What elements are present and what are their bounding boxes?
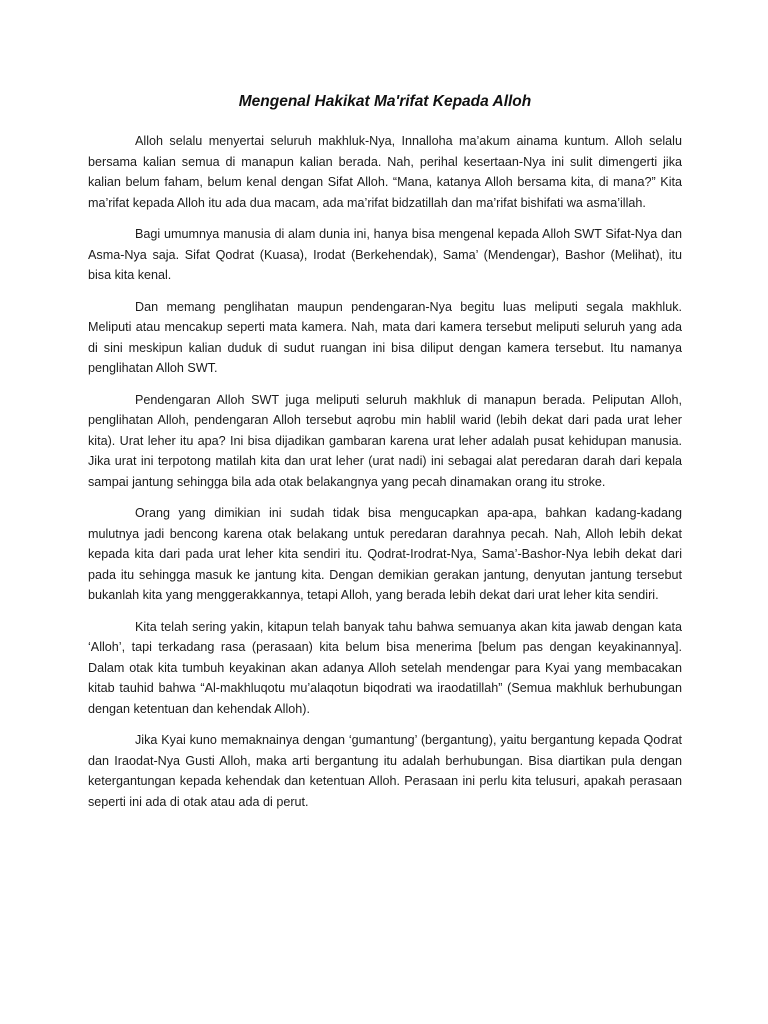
paragraph-4: Pendengaran Alloh SWT juga meliputi seluruh makhluk di manapun berada. Peliputan Alloh, penglihatan Alloh, pendengaran Alloh tersebut aqrobu min hablil warid (lebih dekat dari pada urat leher kita). Urat leher itu apa? Ini bisa dijadikan gambaran karena urat leher adalah pusat kehidupan manusia. Jika urat ini terpotong matilah kita dan urat leher (urat nadi) ini sebagai alat peredaran darah dari kepala sampai jantung sehingga bila ada otak belakangnya yang pecah dinamakan orang itu stroke.: [88, 392, 682, 489]
paragraph-7: Jika Kyai kuno memaknainya dengan ‘gumantung’ (bergantung), yaitu bergantung kepada Qodrat dan Iraodat-Nya Gusti Alloh, maka arti bergantung itu adalah berhubungan. Bisa diartikan pula dengan ketergantungan kepada kehendak dan ketentuan Alloh. Perasaan ini perlu kita telusuri, apakah perasaan seperti ini ada di otak atau ada di perut.: [88, 733, 682, 809]
paragraph-2: Bagi umumnya manusia di alam dunia ini, hanya bisa mengenal kepada Alloh SWT Sifat-Nya dan Asma-Nya saja. Sifat Qodrat (Kuasa), Irodat (Berkehendak), Sama’ (Mendengar), Bashor (Melihat), itu bisa kita kenal.: [88, 227, 682, 282]
document-title: Mengenal Hakikat Ma'rifat Kepada Alloh: [238, 93, 532, 110]
paragraph-5: Orang yang dimikian ini sudah tidak bisa mengucapkan apa-apa, bahkan kadang-kadang mulutnya jadi bencong karena otak belakang untuk peredaran darahnya pecah. Nah, Alloh lebih dekat kepada kita dari pada urat leher kita sendiri itu. Qodrat-Irodrat-Nya, Sama’-Bashor-Nya lebih dekat dari pada itu sehingga masuk ke jantung kita. Dengan demikian gerakan jantung, denyutan jantung tersebut bukanlah kita yang menggerakkannya, tetapi Alloh, yang berada lebih dekat dari urat leher kita sendiri.: [88, 506, 682, 602]
paragraph-3: Dan memang penglihatan maupun pendengaran-Nya begitu luas meliputi segala makhluk. Meliputi atau mencakup seperti mata kamera. Nah, mata dari kamera tersebut meliputi seluruh yang ada di sini meskipun kalian duduk di sudut ruangan ini bisa diliput dengan kamera tersebut. Itu namanya penglihatan Alloh SWT.: [88, 299, 682, 375]
paragraph-1: Alloh selalu menyertai seluruh makhluk-Nya, Innalloha ma’akum ainama kuntum. Alloh selalu bersama kalian semua di manapun kalian berada. Nah, perihal kesertaan-Nya ini sulit dimengerti jika kalian belum faham, belum kenal dengan Sifat Alloh. “Mana, katanya Alloh bersama kita, di mana?” Kita ma’rifat kepada Alloh itu ada dua macam, ada ma’rifat bidzatillah dan ma’rifat bishifati wa asma’illah.: [88, 134, 682, 210]
paragraph-6: Kita telah sering yakin, kitapun telah banyak tahu bahwa semuanya akan kita jawab dengan kata ‘Alloh’, tapi terkadang rasa (perasaan) kita belum bisa menerima [belum pas dengan keyakinannya]. Dalam otak kita tumbuh keyakinan akan adanya Alloh setelah mendengar para Kyai yang membacakan kitab tauhid bahwa “Al-makhluqotu mu’alaqotun biqodrati wa iraodatillah” (Semua makhluk berhubungan dengan ketentuan dan kehendak Alloh).: [88, 619, 682, 716]
